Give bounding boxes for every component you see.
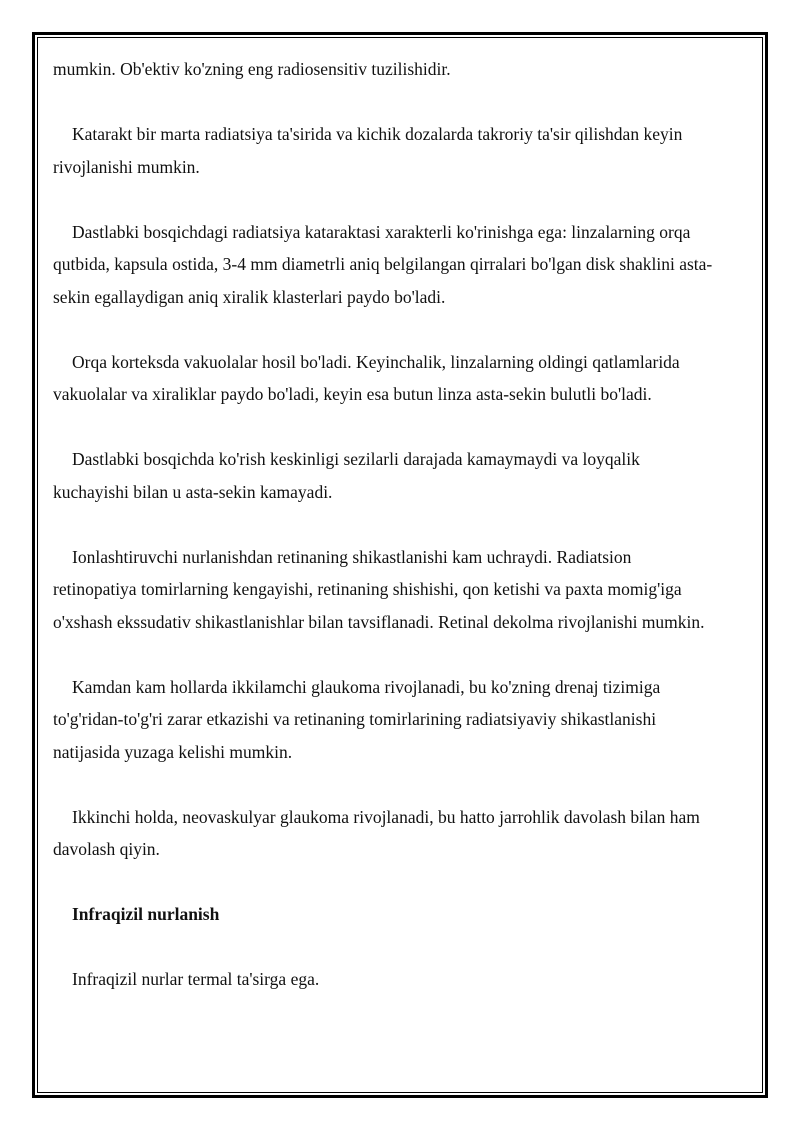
paragraph: Kamdan kam hollarda ikkilamchi glaukoma rivojlanadi, bu ko'zning drenaj tizimiga to'g'ridan-to'g'ri zarar etkazishi va retinaning tomirlarining radiatsiyaviy shikastlanishi natijasida yuzaga kelishi mumkin.: [53, 676, 661, 762]
paragraph: Ionlashtiruvchi nurlanishdan retinaning shikastlanishi kam uchraydi. Radiatsion retinopatiya tomirlarning kengayishi, retinaning shishishi, qon ketishi va paxta momig'iga o'xshash ekssudativ shikastlanishlar bilan tavsiflanadi. Retinal dekolma rivojlanishi mumkin.: [53, 546, 705, 632]
paragraph: Dastlabki bosqichda ko'rish keskinligi sezilarli darajada kamaymaydi va loyqalik kuchayishi bilan u asta-sekin kamayadi.: [53, 449, 640, 502]
section-heading: Infraqizil nurlanish: [72, 904, 220, 924]
paragraph: Katarakt bir marta radiatsiya ta'sirida va kichik dozalarda takroriy ta'sir qilishdan keyin rivojlanishi mumkin.: [53, 124, 683, 177]
paragraph: mumkin. Ob'ektiv ko'zning eng radiosensitiv tuzilishidir.: [53, 59, 451, 79]
paragraph: Orqa korteksda vakuolalar hosil bo'ladi. Keyinchalik, linzalarning oldingi qatlamlarida vakuolalar va xiraliklar paydo bo'ladi, keyin esa butun linza asta-sekin bulutli bo'ladi.: [53, 351, 680, 404]
paragraph: Ikkinchi holda, neovaskulyar glaukoma rivojlanadi, bu hatto jarrohlik davolash bilan ham davolash qiyin.: [53, 806, 700, 859]
document-body: [53, 53, 713, 996]
paragraph: Dastlabki bosqichdagi radiatsiya kataraktasi xarakterli ko'rinishga ega: linzalarning orqa qutbida, kapsula ostida, 3-4 mm diametrli aniq belgilangan qirralari bo'lgan disk shaklini asta-sekin egallaydigan aniq xiralik klasterlari paydo bo'ladi.: [53, 221, 713, 307]
paragraph: Infraqizil nurlar termal ta'sirga ega.: [72, 969, 320, 989]
